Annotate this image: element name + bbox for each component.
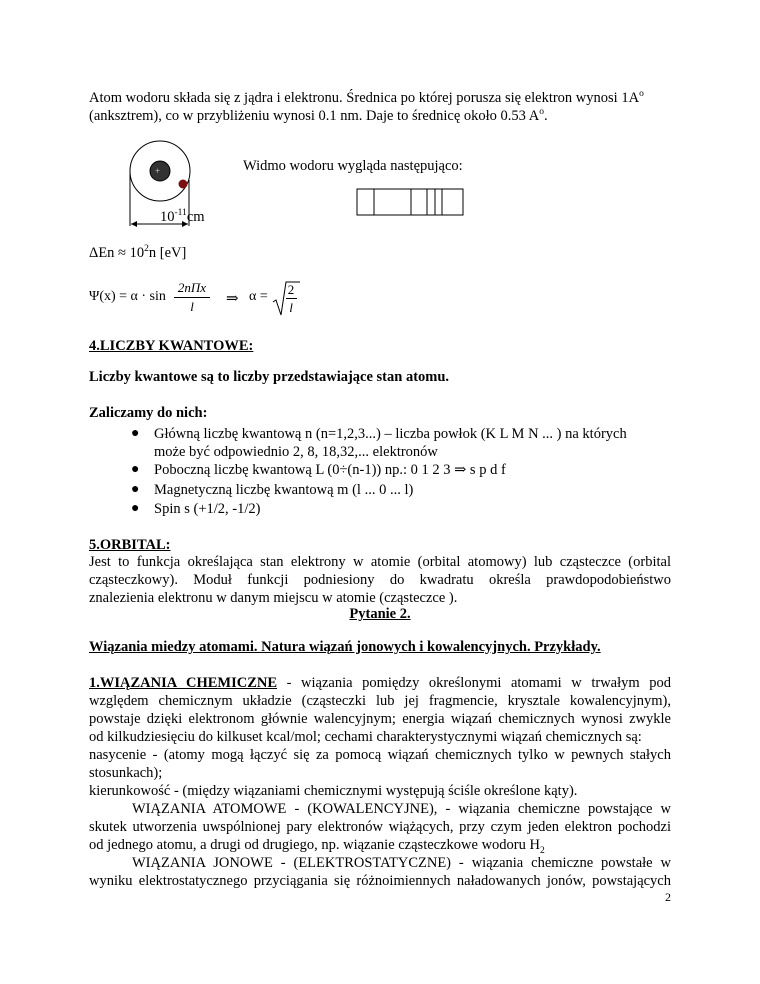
covalent-subscript: 2 xyxy=(539,845,545,856)
energy-suffix: n [eV] xyxy=(148,245,187,261)
page-number: 2 xyxy=(665,890,671,904)
energy-prefix: ΔEn ≈ 10 xyxy=(89,245,145,261)
arrow-head-left xyxy=(131,221,137,227)
ionic-line-2: wyniku elektrostatycznego przyciągania się różnoimiennych naładowanych jonów, powstających xyxy=(89,873,671,889)
question-title: Pytanie 2. xyxy=(349,606,411,622)
covalent-line-3-text: od jednego atomu, a drugi od drugiego, np. wiązanie cząsteczkowe wodoru H xyxy=(89,837,540,853)
bonds-line-7: kierunkowość - (między wiązaniami chemicznymi występują ściśle określone kąty). xyxy=(89,783,578,799)
orbital-line-1: Jest to funkcja określająca stan elektrony w atomie (orbital atomowy) lub cząsteczce (orbital xyxy=(89,554,671,570)
bonds-heading: 1.WIĄZANIA CHEMICZNE xyxy=(89,675,278,691)
psi-numerator: 2nΠx xyxy=(177,280,207,295)
intro-text-1: Atom wodoru składa się z jądra i elektronu. Średnica po której porusza się elektron wynosi 1A xyxy=(89,90,640,106)
list-intro: Zaliczamy do nich: xyxy=(89,405,208,421)
ionic-line-1: WIĄZANIA JONOWE - (ELEKTROSTATYCZNE) - wiązania chemiczne powstałe w xyxy=(132,855,671,871)
list-item-principal: Główną liczbę kwantową n (n=1,2,3...) – liczba powłok (K L M N ... ) na których xyxy=(154,426,627,442)
list-item-azimuthal: Poboczną liczbę kwantową L (0÷(n-1)) np.: 0 1 2 3 ⇒ s p d f xyxy=(154,462,506,478)
psi-denominator: l xyxy=(190,299,194,314)
bonds-line-2: względem chemicznym układzie (cząsteczki lub jej fragmencie, krysztale kowalencyjnym), xyxy=(89,693,671,709)
covalent-line-3 xyxy=(89,836,545,854)
psi-lhs: Ψ(x) = α · sin xyxy=(89,289,166,304)
nucleus-plus-sign: + xyxy=(155,166,161,176)
spectrum-frame xyxy=(357,189,463,215)
radius-label xyxy=(160,209,205,225)
intro-sup-1: o xyxy=(639,89,644,100)
intro-end-2: . xyxy=(543,108,548,124)
intro-text-2: (anksztrem), co w przybliżeniu wynosi 0.1 nm. Daje to średnicę około 0.53 A xyxy=(89,108,540,124)
implies-symbol: ⇒ xyxy=(226,291,239,307)
electron xyxy=(179,180,188,189)
psi-fraction-bar xyxy=(174,297,210,298)
covalent-line-2: skutek utworzenia uwspólnionej pary elektronów wiążących, przy czym jeden elektron pochodzi xyxy=(89,819,671,835)
bonds-line-5: nasycenie - (atomy mogą łączyć się za pomocą wiązań chemicznych tylko w pewnych stałych xyxy=(89,747,671,763)
bullet-icon: ● xyxy=(131,501,140,516)
list-item-principal-cont: może być odpowiednio 2, 8, 18,32,... elektronów xyxy=(154,444,438,460)
intro-line-1 xyxy=(89,89,644,107)
list-item-spin: Spin s (+1/2, -1/2) xyxy=(154,501,261,517)
orbital-line-3: znalezienia elektronu w danym miejscu w atomie (cząsteczce ). xyxy=(89,590,458,606)
list-item-magnetic: Magnetyczną liczbę kwantową m (l ... 0 ... l) xyxy=(154,482,414,498)
covalent-line-1: WIĄZANIA ATOMOWE - (KOWALENCYJNE), - wiązania chemiczne powstające w xyxy=(132,801,671,817)
spectrum-caption: Widmo wodoru wygląda następująco: xyxy=(243,158,463,174)
orbital-line-2: cząsteczkowy). Moduł funkcji podniesiony do kwadratu określa prawdopodobieństwo xyxy=(89,572,671,588)
intro-line-2 xyxy=(89,107,548,125)
bonds-line-1 xyxy=(89,674,671,692)
bonds-line-6: stosunkach); xyxy=(89,765,163,781)
intro-sup-2: o xyxy=(539,107,544,118)
bonds-line-1-rest: - wiązania pomiędzy określonymi atomami w trwałym pod xyxy=(277,675,671,691)
radius-label-base: 10 xyxy=(160,209,175,225)
hydrogen-spectrum xyxy=(356,188,466,218)
orbital-heading: 5.ORBITAL: xyxy=(89,537,171,553)
energy-formula xyxy=(89,244,186,262)
sqrt-numerator: 2 xyxy=(287,282,295,297)
bullet-icon: ● xyxy=(131,482,140,497)
radius-label-unit: cm xyxy=(186,209,205,225)
quantum-numbers-definition: Liczby kwantowe są to liczby przedstawiające stan atomu. xyxy=(89,369,450,385)
energy-exp: 2 xyxy=(144,244,149,255)
bullet-icon: ● xyxy=(131,426,140,441)
bullet-icon: ● xyxy=(131,462,140,477)
quantum-numbers-heading: 4.LICZBY KWANTOWE: xyxy=(89,338,254,354)
sqrt-fraction-bar xyxy=(286,298,297,299)
alpha-lhs: α = xyxy=(249,289,268,304)
question-subtitle: Wiązania miedzy atomami. Natura wiązań jonowych i kowalencyjnych. Przykłady. xyxy=(89,639,601,655)
bonds-line-4: od kilkudziesięciu do kilkuset kcal/mol; cechami charakterystycznymi wiązań chemicznych są: xyxy=(89,729,642,745)
sqrt-denominator: l xyxy=(289,300,293,315)
bonds-line-3: powstaje dzięki elektronom głównie walencyjnym; energia wiązań chemicznych wynosi zwykle xyxy=(89,711,671,727)
radius-label-exp: -11 xyxy=(174,208,187,219)
